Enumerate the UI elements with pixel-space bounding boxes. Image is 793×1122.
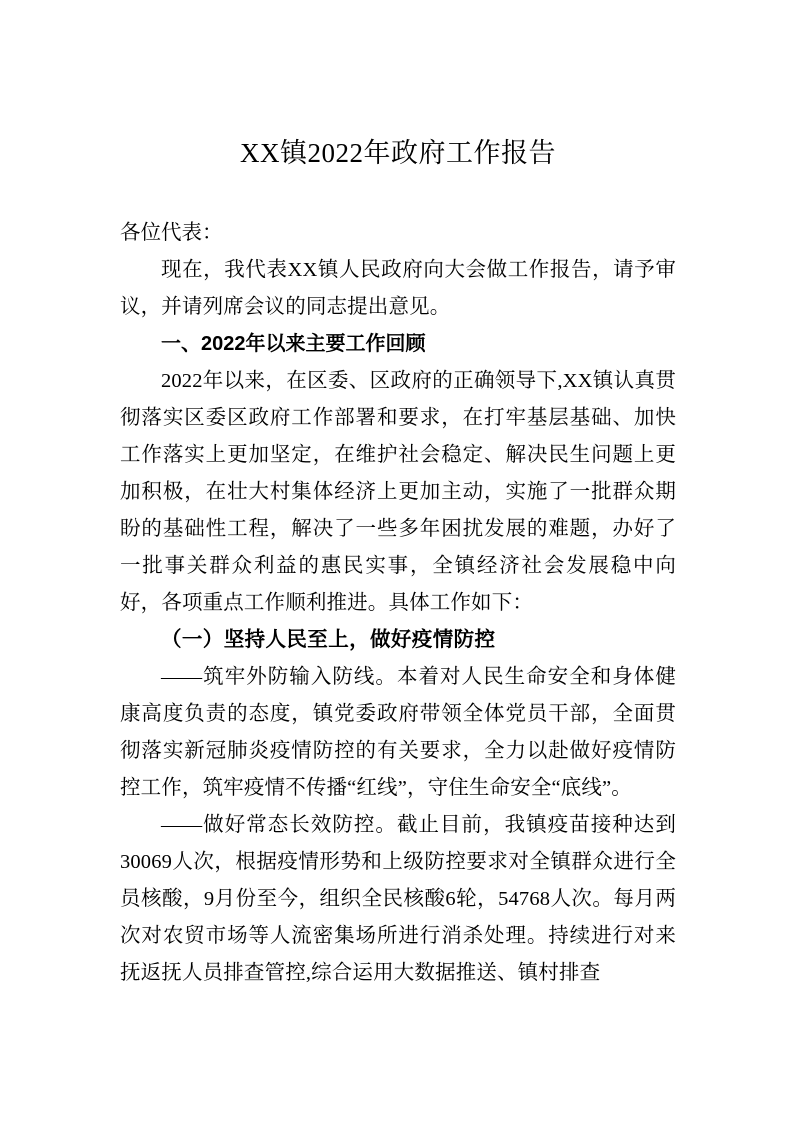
section-1-body-paragraph: 2022年以来，在区委、区政府的正确领导下,XX镇认真贯彻落实区委区政府工作部署和要求，在打牢基层基础、加快工作落实上更加坚定，在维护社会稳定、解决民生问题上更加积极，在壮大村集体经济上更加主动，实施了一批群众期盼的基础性工程，解决了一些多年困扰发展的难题，办好了一批事关群众利益的惠民实事，全镇经济社会发展稳中向好，各项重点工作顺利推进。具体工作如下： [120, 370, 676, 614]
page-content-column [120, 0, 676, 992]
section-heading-1: 一、2022年以来主要工作回顾 [161, 333, 426, 355]
salutation-line: 各位代表： [120, 222, 223, 244]
subsection-heading-1-1: （一）坚持人民至上，做好疫情防控 [161, 629, 496, 651]
dash-paragraph-2: ——做好常态长效防控。截止目前，我镇疫苗接种达到30069人次，根据疫情形势和上级防控要求对全镇群众进行全员核酸，9月份至今，组织全民核酸6轮，54768人次。每月两次对农贸市场等人流密集场所进行消杀处理。持续进行对来抚返抚人员排查管控,综合运用大数据推送、镇村排查 [120, 814, 676, 984]
dash-paragraph-1: ——筑牢外防输入防线。本着对人民生命安全和身体健康高度负责的态度，镇党委政府带领全体党员干部，全面贯彻落实新冠肺炎疫情防控的有关要求，全力以赴做好疫情防控工作，筑牢疫情不传播“红线”，守住生命安全“底线”。 [120, 666, 676, 799]
opening-paragraph: 现在，我代表XX镇人民政府向大会做工作报告，请予审议，并请列席会议的同志提出意见。 [120, 259, 676, 318]
document-title: XX镇2022年政府工作报告 [240, 138, 556, 168]
